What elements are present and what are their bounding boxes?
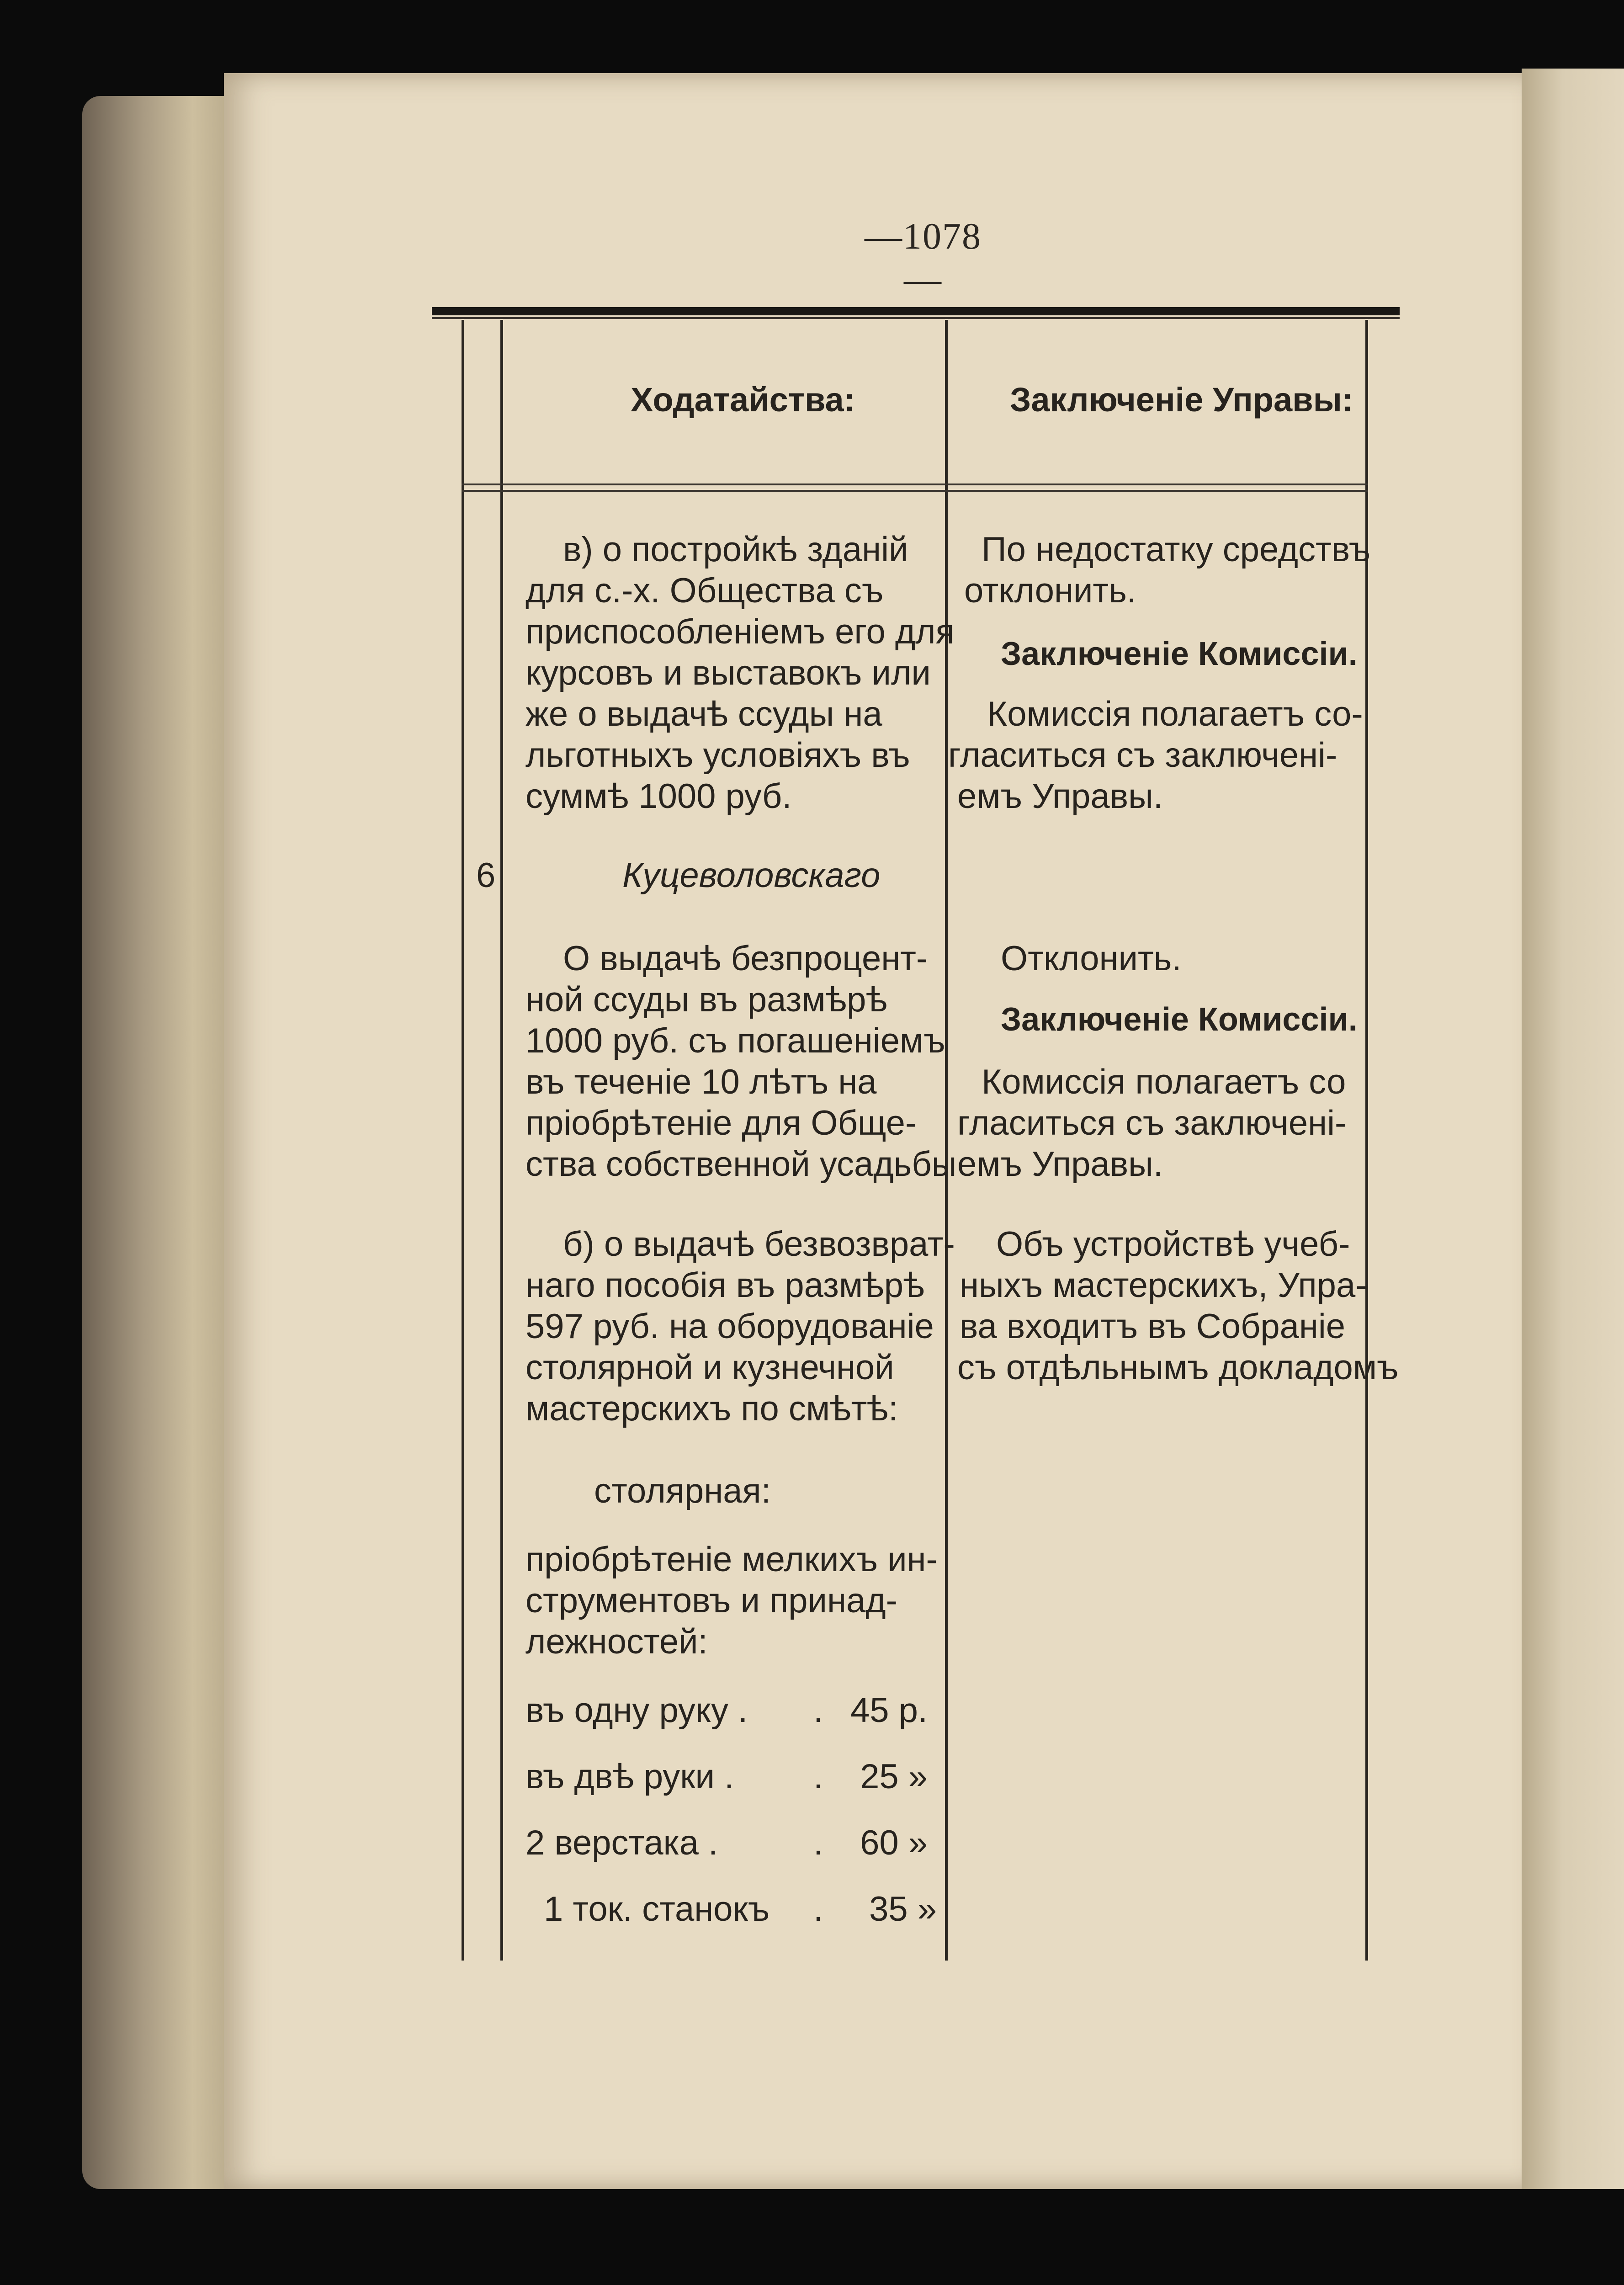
number-column-divider: [500, 320, 503, 1961]
middle-column-divider: [945, 320, 948, 1961]
table-left-border: [462, 320, 464, 1961]
section-title: Куцеволовскаго: [622, 856, 881, 895]
table-top-thin-rule: [432, 317, 1400, 319]
commission-line: гласиться съ заключені-: [948, 736, 1337, 775]
subheading-carpentry: столярная:: [594, 1472, 771, 1510]
item-a-line: пріобрѣтеніе для Обще-: [525, 1104, 917, 1142]
item-b-line: 597 руб. на оборудованіе: [525, 1307, 934, 1346]
decision-line: съ отдѣльнымъ докладомъ: [957, 1348, 1399, 1387]
item-b-line: б) о выдачѣ безвозврат-: [563, 1225, 955, 1264]
commission-line: емъ Управы.: [957, 1145, 1163, 1184]
cost-item-dot: .: [813, 1757, 823, 1796]
item-v-line: суммѣ 1000 руб.: [525, 777, 792, 816]
purchase-line: струментовъ и принад-: [525, 1581, 897, 1620]
commission-line: Комиссія полагаетъ со-: [987, 695, 1363, 733]
commission-line: емъ Управы.: [957, 777, 1163, 816]
item-v-line: курсовъ и выставокъ или: [525, 654, 931, 692]
page-number: —1078—: [865, 215, 982, 300]
item-b-line: наго пособія въ размѣрѣ: [525, 1266, 925, 1305]
decision-line: Отклонить.: [1001, 939, 1182, 978]
cost-item-amount: 45 р.: [850, 1691, 928, 1730]
facing-page-edge: [1522, 69, 1624, 2189]
item-a-line: ной ссуды въ размѣрѣ: [525, 980, 888, 1019]
item-v-line: для с.-х. Общества съ: [525, 571, 884, 610]
cost-item-amount: 60 »: [860, 1823, 928, 1862]
cost-item-amount: 25 »: [860, 1757, 928, 1796]
commission-line: гласиться съ заключені-: [957, 1104, 1347, 1142]
cost-item-dot: .: [813, 1890, 823, 1929]
item-a-line: О выдачѣ безпроцент-: [563, 939, 928, 978]
header-separator-top: [462, 484, 1368, 485]
header-separator-bottom: [462, 490, 1368, 492]
cost-item-name: 2 верстака .: [525, 1823, 718, 1862]
cost-item-name: 1 ток. станокъ: [544, 1890, 770, 1929]
item-v-line: приспособленіемъ его для: [525, 612, 955, 651]
item-a-line: въ теченіе 10 лѣтъ на: [525, 1063, 877, 1101]
cost-item-dot: .: [813, 1691, 823, 1730]
header-left: Ходатайства:: [631, 381, 855, 419]
decision-line: отклонить.: [964, 571, 1136, 610]
commission-line: Комиссія полагаетъ со: [982, 1063, 1346, 1101]
item-v-line: льготныхъ условіяхъ въ: [525, 736, 910, 775]
cost-item-name: въ одну руку .: [525, 1691, 748, 1730]
commission-heading: Заключеніе Комиссіи.: [1001, 636, 1358, 672]
item-a-line: ства собственной усадьбы: [525, 1145, 957, 1184]
purchase-line: пріобрѣтеніе мелкихъ ин-: [525, 1540, 938, 1579]
commission-heading: Заключеніе Комиссіи.: [1001, 1001, 1358, 1038]
row-number: 6: [476, 856, 496, 895]
table-top-rule: [432, 307, 1400, 315]
cost-item-name: въ двѣ руки .: [525, 1757, 734, 1796]
decision-line: ныхъ мастерскихъ, Упра-: [960, 1266, 1367, 1305]
item-a-line: 1000 руб. съ погашеніемъ: [525, 1021, 945, 1060]
cost-item-dot: .: [813, 1823, 823, 1862]
decision-line: Объ устройствѣ учеб-: [996, 1225, 1350, 1264]
item-b-line: столярной и кузнечной: [525, 1348, 894, 1387]
decision-line: ва входитъ въ Собраніе: [960, 1307, 1346, 1346]
decision-line: По недостатку средствъ: [982, 530, 1371, 569]
cost-item-amount: 35 »: [869, 1890, 937, 1929]
item-v-line: же о выдачѣ ссуды на: [525, 695, 882, 733]
purchase-line: лежностей:: [525, 1622, 708, 1661]
item-v-line: в) о постройкѣ зданій: [563, 530, 908, 569]
header-right: Заключеніе Управы:: [1010, 381, 1353, 419]
item-b-line: мастерскихъ по смѣтѣ:: [525, 1389, 898, 1428]
